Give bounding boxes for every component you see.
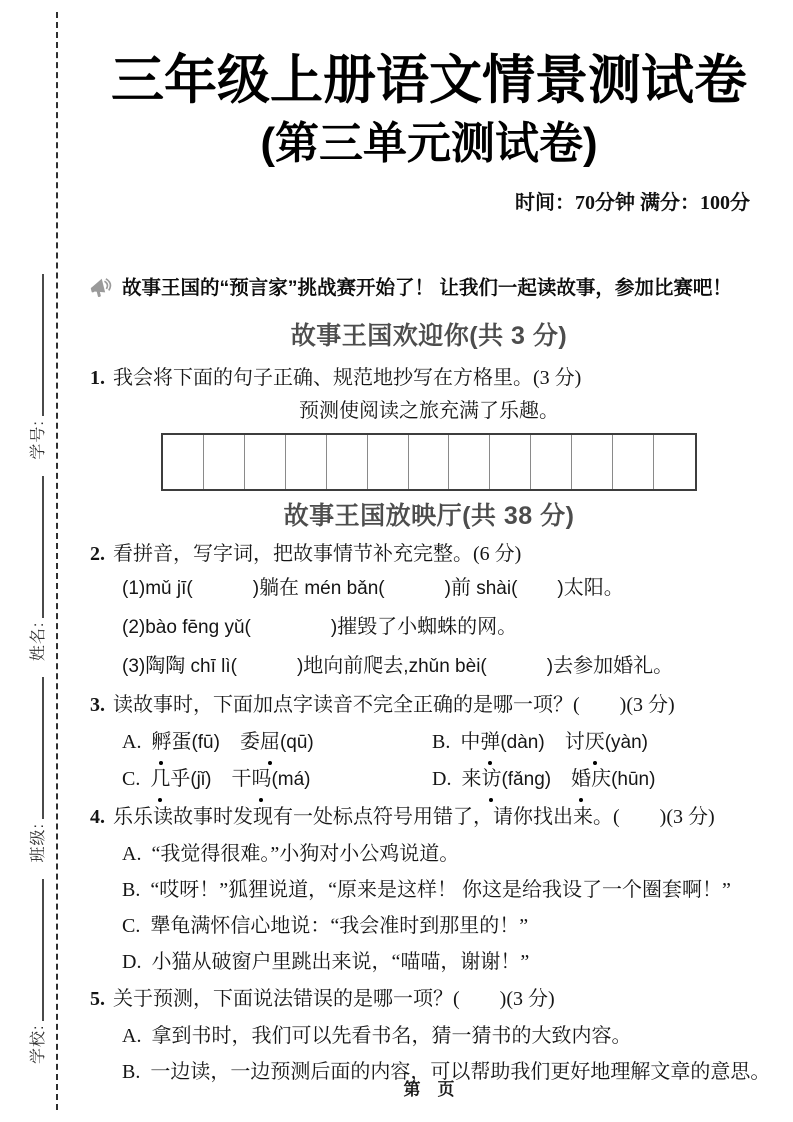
grid-cell bbox=[245, 435, 286, 489]
question-4-text: 乐乐读故事时发现有一处标点符号用错了，请你找出来。( )(3 分) bbox=[113, 806, 715, 828]
school-field bbox=[25, 879, 48, 1064]
school-blank-line bbox=[28, 879, 44, 1021]
question-5-number: 5. bbox=[90, 988, 105, 1010]
question-3-text: 读故事时，下面加点字读音不完全正确的是哪一项？( )(3 分) bbox=[113, 694, 675, 716]
question-2 bbox=[90, 539, 768, 569]
option-c-text: 几乎(jǐ) 干吗(má) bbox=[150, 768, 310, 790]
grid-cell bbox=[572, 435, 613, 489]
question-4-option-c: C. 犟龟满怀信心地说：“我会准时到那里的！” bbox=[122, 915, 529, 937]
option-b-label: B. bbox=[432, 731, 451, 753]
question-5-option-a: A. 拿到书时，我们可以先看书名，猜一猜书的大致内容。 bbox=[122, 1025, 632, 1047]
question-5-text: 关于预测，下面说法错误的是哪一项？( )(3 分) bbox=[113, 988, 555, 1010]
grid-cell bbox=[490, 435, 531, 489]
grid-cell bbox=[368, 435, 409, 489]
copy-sentence: 预测使阅读之旅充满了乐趣。 bbox=[299, 400, 559, 422]
grid-cell bbox=[163, 435, 204, 489]
grid-cell bbox=[654, 435, 695, 489]
option-a-label: A. bbox=[122, 731, 142, 753]
grid-cell bbox=[327, 435, 368, 489]
question-1-number: 1. bbox=[90, 367, 105, 389]
student-number-field bbox=[25, 274, 48, 459]
question-4-option-a: A. “我觉得很难。”小狗对小公鸡说道。 bbox=[122, 843, 460, 865]
question-4 bbox=[90, 798, 768, 836]
option-c-label: C. bbox=[122, 768, 141, 790]
question-1-text: 我会将下面的句子正确、规范地抄写在方格里。(3 分) bbox=[113, 367, 582, 389]
page-subtitle: (第三单元测试卷) bbox=[260, 119, 598, 168]
class-label: 班级: bbox=[29, 823, 47, 863]
student-number-blank-line bbox=[28, 274, 44, 416]
question-5 bbox=[90, 980, 768, 1018]
grid-cell bbox=[286, 435, 327, 489]
writing-grid bbox=[161, 433, 697, 491]
question-2-item-1: (1)mǔ jī( )躺在 mén bǎn( )前 shài( )太阳。 bbox=[122, 577, 624, 599]
student-number-label: 学号: bbox=[29, 420, 47, 460]
grid-cell bbox=[613, 435, 654, 489]
class-field bbox=[25, 677, 48, 862]
student-info-rail bbox=[12, 61, 60, 1116]
option-b bbox=[432, 724, 648, 761]
paper-content bbox=[90, 0, 771, 1090]
question-1 bbox=[90, 363, 768, 393]
option-d bbox=[432, 761, 655, 798]
name-field bbox=[25, 476, 48, 661]
option-d-text: 来访(fǎng) 婚庆(hūn) bbox=[461, 768, 655, 790]
option-d-label: D. bbox=[432, 768, 452, 790]
question-2-item-2: (2)bào fēng yǔ( )摧毁了小蜘蛛的网。 bbox=[122, 616, 518, 638]
school-label: 学校: bbox=[29, 1024, 47, 1064]
question-2-text: 看拼音，写字词，把故事情节补充完整。(6 分) bbox=[113, 543, 522, 565]
question-4-number: 4. bbox=[90, 806, 105, 828]
page-number-footer: 第 页 bbox=[403, 1080, 455, 1099]
time-score-info: 时间：70分钟 满分：100分 bbox=[515, 192, 750, 214]
question-3-options-row-1 bbox=[90, 724, 768, 761]
option-c bbox=[122, 761, 432, 798]
page-title: 三年级上册语文情景测试卷 bbox=[111, 51, 747, 110]
grid-cell bbox=[449, 435, 490, 489]
name-blank-line bbox=[28, 476, 44, 618]
question-4-option-b: B. “哎呀！”狐狸说道，“原来是这样！ 你这是给我设了一个圈套啊！” bbox=[122, 879, 731, 901]
megaphone-icon bbox=[90, 277, 114, 307]
question-3 bbox=[90, 686, 768, 724]
intro-line bbox=[90, 274, 768, 307]
fold-dashed-line bbox=[56, 12, 58, 1110]
name-label: 姓名: bbox=[29, 621, 47, 662]
question-3-number: 3. bbox=[90, 694, 105, 716]
question-3-options-row-2 bbox=[90, 761, 768, 798]
grid-cell bbox=[204, 435, 245, 489]
grid-cell bbox=[409, 435, 450, 489]
section-2-heading: 故事王国放映厅(共 38 分) bbox=[283, 502, 575, 530]
question-2-number: 2. bbox=[90, 543, 105, 565]
section-1-heading: 故事王国欢迎你(共 3 分) bbox=[290, 322, 568, 350]
option-b-text: 中弹(dàn) 讨厌(yàn) bbox=[460, 731, 648, 753]
option-a-text: 孵蛋(fū) 委屈(qū) bbox=[151, 731, 313, 753]
intro-text: 故事王国的“预言家”挑战赛开始了！ 让我们一起读故事，参加比赛吧！ bbox=[122, 277, 732, 299]
question-4-option-d: D. 小猫从破窗户里跳出来说，“喵喵，谢谢！” bbox=[122, 951, 530, 973]
grid-cell bbox=[531, 435, 572, 489]
option-a bbox=[122, 724, 432, 761]
question-2-item-3: (3)陶陶 chī lì( )地向前爬去,zhǔn bèi( )去参加婚礼。 bbox=[122, 655, 674, 677]
class-blank-line bbox=[28, 677, 44, 819]
question-5-option-b: B. 一边读，一边预测后面的内容，可以帮助我们更好地理解文章的意思。 bbox=[122, 1061, 771, 1083]
